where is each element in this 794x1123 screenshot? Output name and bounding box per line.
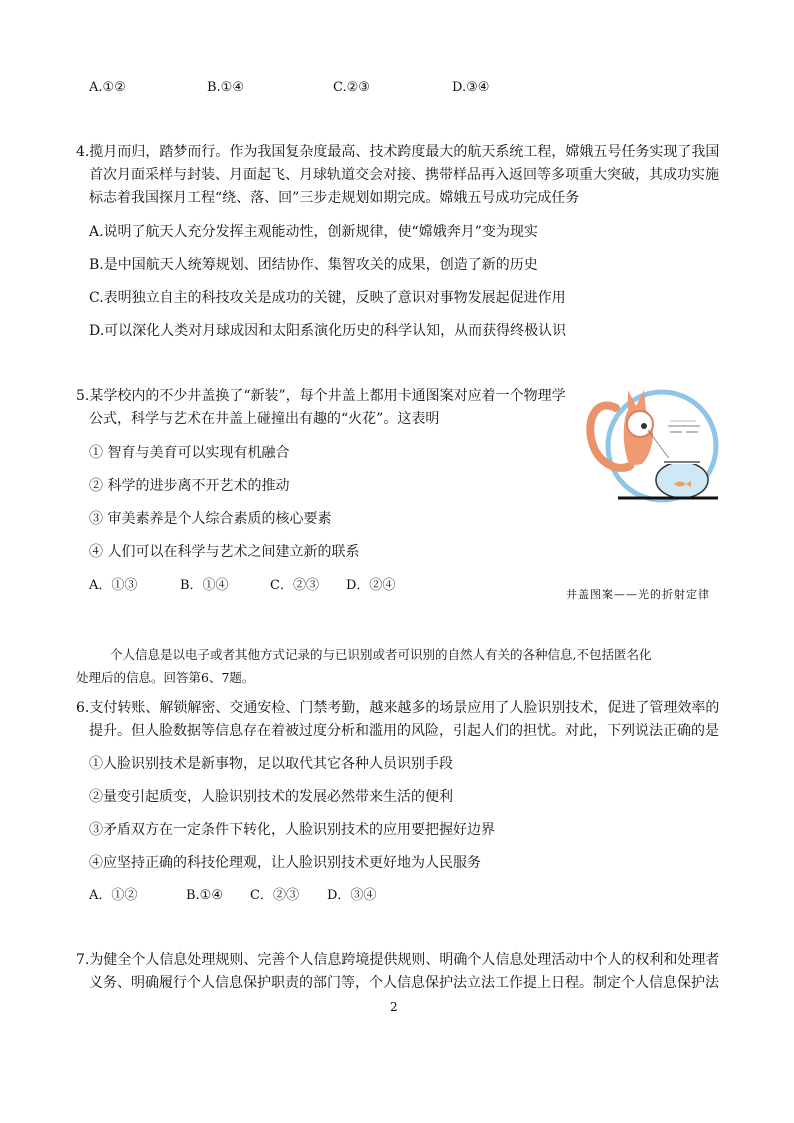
q3-option-c: C.②③ (333, 80, 370, 95)
q7-stem-line-1: 7.为健全个人信息处理规则、完善个人信息跨境提供规则、明确个人信息处理活动中个人的权利和处理者 (76, 952, 720, 968)
image-caption: 井盖图案——光的折射定律 (566, 588, 710, 601)
q4-option-a: A.说明了航天人充分发挥主观能动性，创新规律，使“嫦娥奔月”变为现实 (89, 224, 538, 240)
q6-option-b: B.①④ (186, 888, 223, 903)
intro-line-2: 处理后的信息。回答第6、7题。 (76, 670, 255, 685)
q5-stem-line-1: 5.某学校内的不少井盖换了“新装”，每个井盖上都用卡通图案对应着一个物理学 (76, 388, 566, 404)
intro-line-1: 个人信息是以电子或者其他方式记录的与已识别或者可识别的自然人有关的各种信息,不包括匿名化 (110, 647, 652, 662)
q5-statement-2: ② 科学的进步离不开艺术的推动 (89, 478, 290, 494)
q3-option-a: A.①② (89, 80, 126, 95)
q6-statement-1: ①人脸识别技术是新事物，足以取代其它各种人员识别手段 (89, 756, 453, 772)
q4-stem-line-1: 4.揽月而归，踏梦而行。作为我国复杂度最高、技术跨度最大的航天系统工程，嫦娥五号任务实现了我国 (76, 144, 720, 160)
q6-statement-4: ④应坚持正确的科技伦理观，让人脸识别技术更好地为人民服务 (89, 855, 481, 871)
q5-option-a: A．①③ (89, 578, 138, 593)
q5-statement-4: ④ 人们可以在科学与艺术之间建立新的联系 (89, 544, 360, 560)
q6-stem-line-1: 6.支付转账、解锁解密、交通安检、门禁考勤，越来越多的场景应用了人脸识别技术，促进了管理效率的 (76, 700, 720, 716)
manhole-cover-illustration (578, 380, 726, 505)
q4-option-c: C.表明独立自主的科技攻关是成功的关键，反映了意识对事物发展起促进作用 (89, 290, 566, 306)
q6-option-d: D．③④ (327, 888, 377, 903)
q6-statement-3: ③矛盾双方在一定条件下转化，人脸识别技术的应用要把握好边界 (89, 822, 495, 838)
q4-stem-line-3: 标志着我国探月工程“绕、落、回”三步走规划如期完成。嫦娥五号成功完成任务 (89, 190, 580, 206)
q3-option-b: B.①④ (207, 80, 244, 95)
q4-stem-line-2: 首次月面采样与封装、月面起飞、月球轨道交会对接、携带样品再入返回等多项重大突破，其成功实施 (89, 167, 719, 183)
q5-statement-3: ③ 审美素养是个人综合素质的核心要素 (89, 511, 332, 527)
q5-option-d: D．②④ (346, 578, 396, 593)
q5-stem-line-2: 公式，科学与艺术在井盖上碰撞出有趣的“火花”。这表明 (89, 411, 440, 427)
q4-option-b: B.是中国航天人统筹规划、团结协作、集智攻关的成果，创造了新的历史 (89, 257, 538, 273)
q5-option-b: B．①④ (180, 578, 229, 593)
q5-statement-1: ① 智育与美育可以实现有机融合 (89, 445, 290, 461)
q6-statement-2: ②量变引起质变，人脸识别技术的发展必然带来生活的便利 (89, 789, 453, 805)
page-number: 2 (390, 1000, 398, 1014)
q7-stem-line-2: 义务、明确履行个人信息保护职责的部门等，个人信息保护法立法工作提上日程。制定个人信息保护法 (89, 975, 719, 991)
q6-option-c: C．②③ (250, 888, 299, 903)
q6-option-a: A．①② (89, 888, 138, 903)
q5-option-c: C．②③ (270, 578, 319, 593)
q4-option-d: D.可以深化人类对月球成因和太阳系演化历史的科学认知，从而获得终极认识 (89, 323, 567, 339)
q3-option-d: D.③④ (452, 80, 490, 95)
q6-stem-line-2: 提升。但人脸数据等信息存在着被过度分析和滥用的风险，引起人们的担忧。对此，下列说法正确的是 (89, 723, 719, 739)
